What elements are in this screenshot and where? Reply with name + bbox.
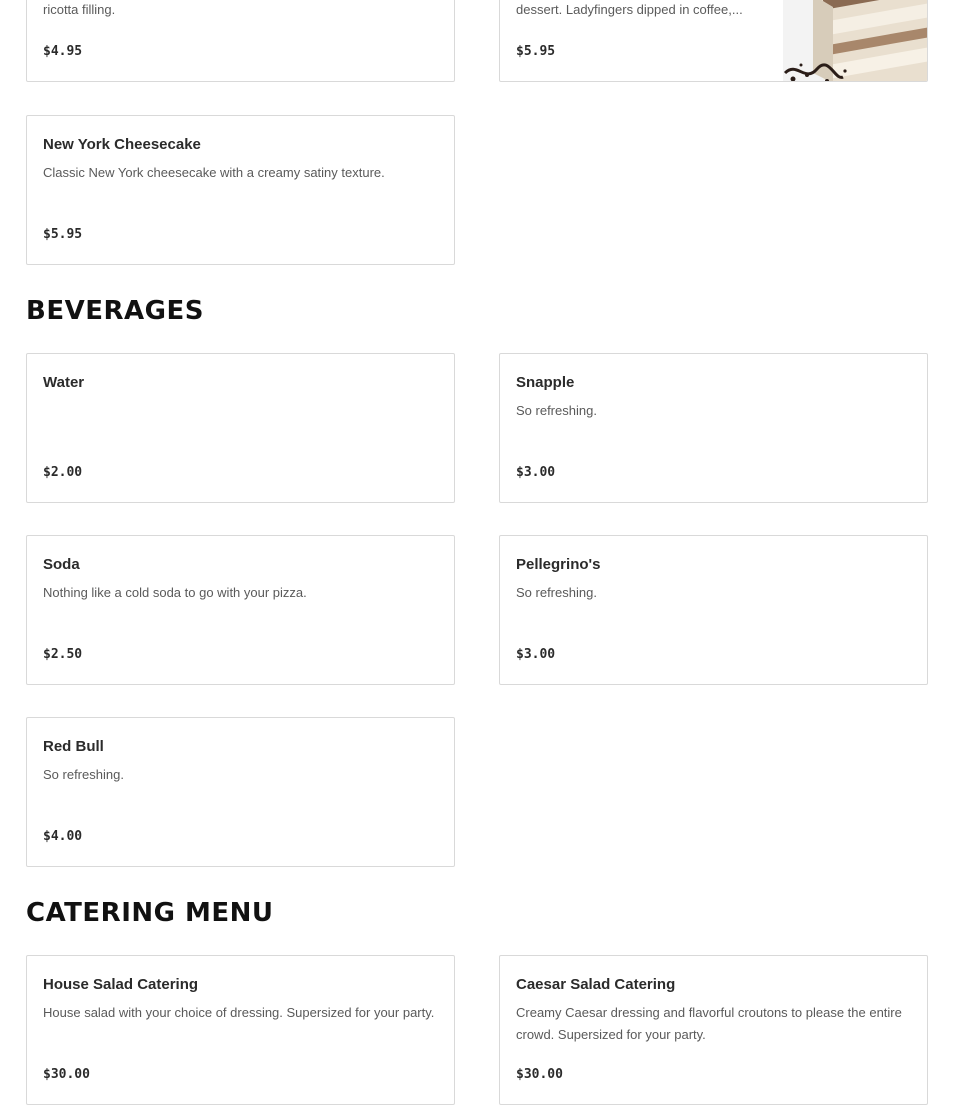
- item-name: New York Cheesecake: [43, 136, 201, 153]
- item-description: Classic New York cheesecake with a creamy satiny texture.: [43, 165, 385, 180]
- item-name: Soda: [43, 556, 80, 573]
- item-description: Nothing like a cold soda to go with your pizza.: [43, 585, 307, 600]
- item-price: $30.00: [516, 1067, 563, 1082]
- item-description: So refreshing.: [43, 767, 124, 782]
- section-title-catering: CATERING MENU: [26, 898, 274, 928]
- item-description: ricotta filling.: [43, 2, 116, 17]
- menu-item-card-red-bull[interactable]: [26, 717, 455, 867]
- item-price: $30.00: [43, 1067, 90, 1082]
- menu-item-card-snapple[interactable]: [499, 353, 928, 503]
- item-description: So refreshing.: [516, 403, 597, 418]
- menu-item-card-caesar-salad-catering[interactable]: [499, 955, 928, 1105]
- section-title-beverages: BEVERAGES: [26, 296, 204, 326]
- item-description: dessert. Ladyfingers dipped in coffee,...: [516, 2, 743, 17]
- menu-item-card-house-salad-catering[interactable]: [26, 955, 455, 1105]
- item-price: $4.00: [43, 829, 83, 844]
- menu-item-card-cheesecake[interactable]: [26, 115, 455, 265]
- item-name: Caesar Salad Catering: [516, 976, 676, 993]
- item-price: $2.00: [43, 465, 83, 480]
- item-description: House salad with your choice of dressing. Supersized for your party.: [43, 1005, 435, 1020]
- item-name: House Salad Catering: [43, 976, 199, 993]
- item-name: Water: [43, 374, 85, 391]
- item-description: Creamy Caesar dressing and flavorful croutons to please the entire crowd. Supersized for your party.: [516, 1005, 902, 1042]
- menu-item-card-water[interactable]: [26, 353, 455, 503]
- item-price: $5.95: [516, 44, 556, 59]
- item-name: Snapple: [516, 374, 575, 391]
- item-name: Red Bull: [43, 738, 104, 755]
- tiramisu-image: [783, 0, 927, 81]
- menu-item-card-cannoli[interactable]: [26, 0, 455, 82]
- menu-item-card-pellegrinos[interactable]: [499, 535, 928, 685]
- item-price: $2.50: [43, 647, 83, 662]
- item-name: Pellegrino's: [516, 556, 601, 573]
- item-price: $4.95: [43, 44, 83, 59]
- menu-item-card-tiramisu[interactable]: [499, 0, 928, 82]
- item-price: $3.00: [516, 465, 556, 480]
- item-price: $5.95: [43, 227, 83, 242]
- item-description: So refreshing.: [516, 585, 597, 600]
- menu-item-card-soda[interactable]: [26, 535, 455, 685]
- item-price: $3.00: [516, 647, 556, 662]
